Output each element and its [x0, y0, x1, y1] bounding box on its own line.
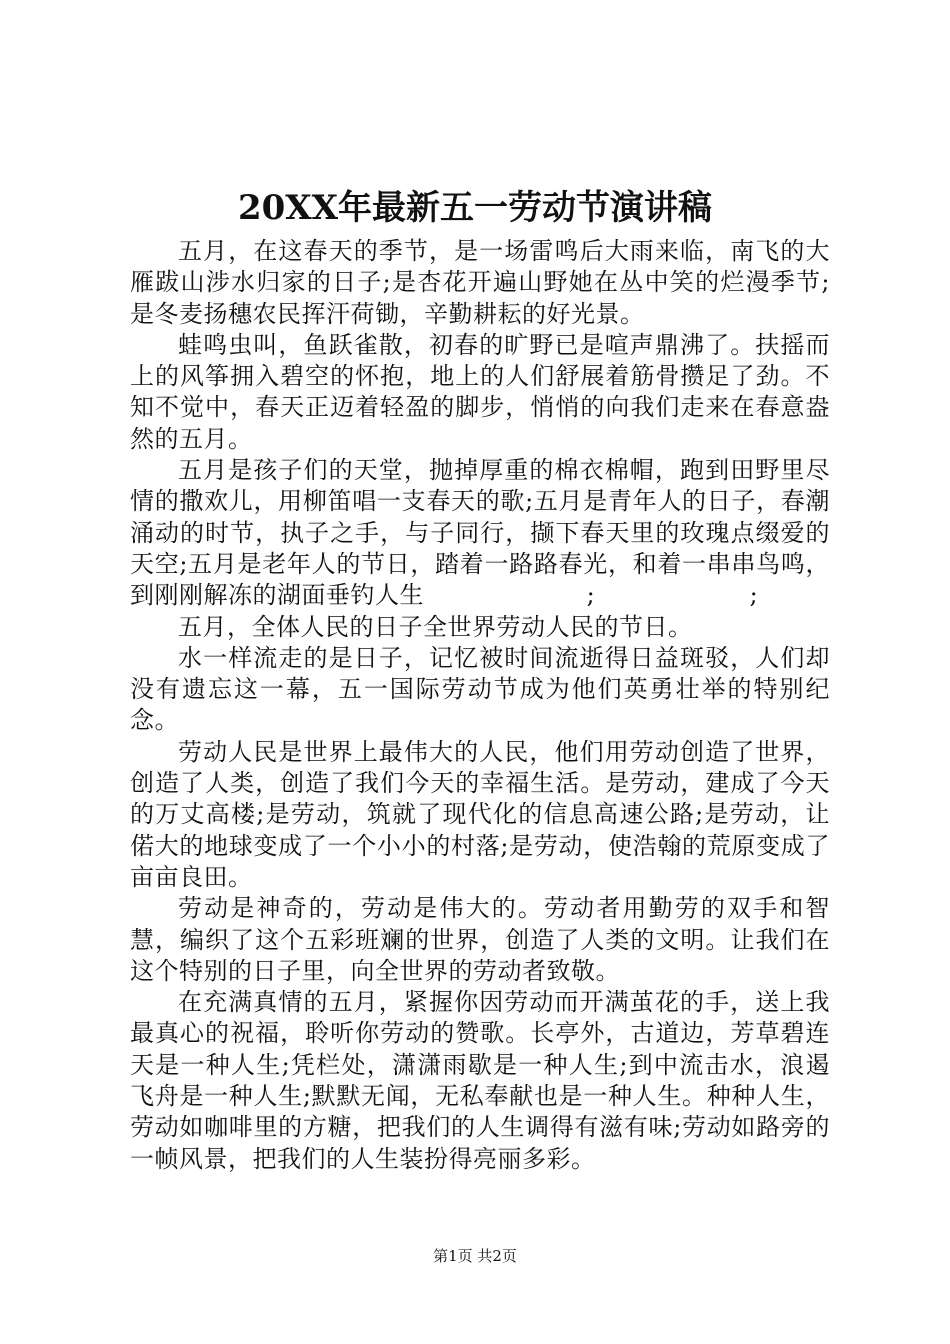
document-title: 20XX年最新五一劳动节演讲稿 [237, 188, 713, 228]
paragraph: 五月，全体人民的日子全世界劳动人民的节日。 [178, 612, 693, 641]
paragraph: 劳动是神奇的，劳动是伟大的。劳动者用勤劳的双手和智慧，编织了这个五彩班斓的世界，创造了人类的文明。让我们在这个特别的日子里，向全世界的劳动者致敬。 [130, 894, 830, 985]
paragraph: 水一样流走的是日子，记忆被时间流逝得日益斑驳，人们却没有遗忘这一幕，五一国际劳动节成为他们英勇壮举的特别纪念。 [130, 643, 830, 735]
paragraph: 五月，在这春天的季节，是一场雷鸣后大雨来临，南飞的大雁跋山涉水归家的日子;是杏花开遍山野她在丛中笑的烂漫季节;是冬麦扬穗农民挥汗荷锄，辛勤耕耘的好光景。 [130, 237, 830, 328]
paragraph: 在充满真情的五月，紧握你因劳动而开满茧花的手，送上我最真心的祝福，聆听你劳动的赞歌。长亭外，古道边，芳草碧连天是一种人生;凭栏处，潇潇雨歇是一种人生;到中流击水，浪遏飞舟是一种人生;默默无闻，无私奉献也是一种人生。种种人生，劳动如咖啡里的方糖，把我们的人生调得有滋有味;劳动如路旁的一帧风景，把我们的人生装扮得亮丽多彩。 [130, 988, 830, 1173]
document-body [130, 236, 830, 1175]
page-footer: 第1页 共2页 [433, 1247, 517, 1265]
paragraph: 蛙鸣虫叫，鱼跃雀散，初春的旷野已是喧声鼎沸了。扶摇而上的风筝拥入碧空的怀抱，地上的人们舒展着筋骨攒足了劲。不知不觉中，春天正迈着轻盈的脚步，悄悄的向我们走来在春意盎然的五月。 [130, 330, 830, 453]
paragraph: 五月是孩子们的天堂，抛掉厚重的棉衣棉帽，跑到田野里尽情的撒欢儿，用柳笛唱一支春天的歌;五月是青年人的日子，春潮涌动的时节，执子之手，与子同行，撷下春天里的玫瑰点缀爱的天空;五月是老年人的节日，踏着一路路春光，和着一串串鸟鸣，到刚刚解冻的湖面垂钓人生 ; ; [130, 456, 830, 610]
paragraph: 劳动人民是世界上最伟大的人民，他们用劳动创造了世界，创造了人类，创造了我们今天的幸福生活。是劳动，建成了今天的万丈高楼;是劳动，筑就了现代化的信息高速公路;是劳动，让偌大的地球变成了一个小小的村落;是劳动，使浩翰的荒原变成了亩亩良田。 [130, 737, 830, 891]
